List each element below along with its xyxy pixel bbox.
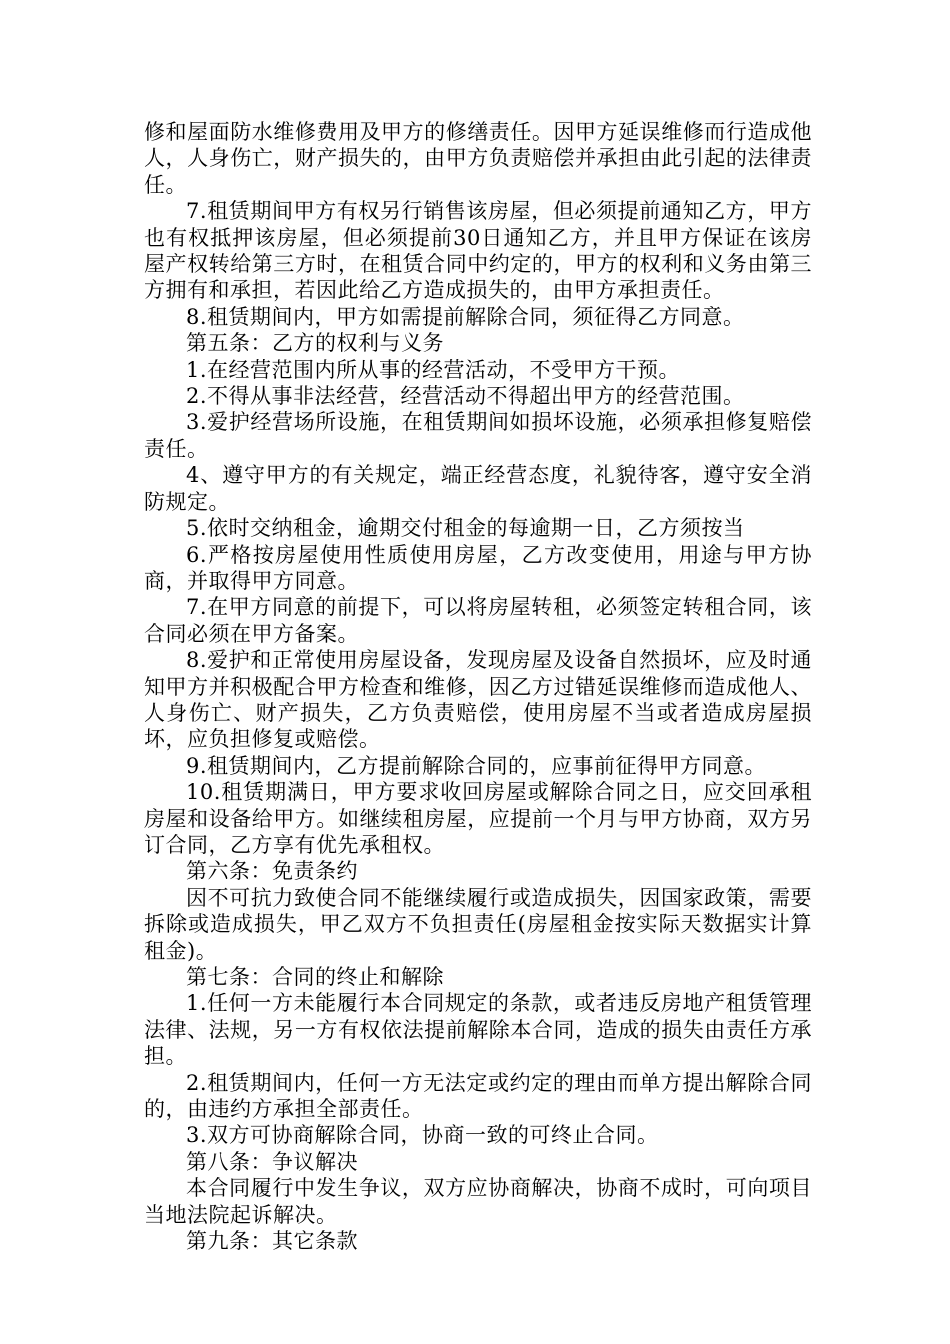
clause-5-item-8: 8.爱护和正常使用房屋设备，发现房屋及设备自然损坏，应及时通知甲方并积极配合甲方检查和维修，因乙方过错延误维修而造成他人、人身伤亡、财产损失，乙方负责赔偿，使用房屋不当或者造成房屋损坏，应负担修复或赔偿。	[144, 648, 812, 752]
clause-4-item-8: 8.租赁期间内，甲方如需提前解除合同，须征得乙方同意。	[186, 304, 745, 329]
clause-5-item-2: 2.不得从事非法经营，经营活动不得超出甲方的经营范围。	[186, 384, 745, 409]
document-page	[144, 119, 812, 1254]
clause-5-item-3: 3.爱护经营场所设施，在租赁期间如损坏设施，必须承担修复赔偿责任。	[144, 410, 812, 461]
paragraph-continuation: 修和屋面防水维修费用及甲方的修缮责任。因甲方延误维修而行造成他人，人身伤亡，财产损失的，由甲方负责赔偿并承担由此引起的法律责任。	[144, 120, 812, 197]
clause-5-item-4: 4、遵守甲方的有关规定，端正经营态度，礼貌待客，遵守安全消防规定。	[144, 463, 812, 514]
clause-7-item-3: 3.双方可协商解除合同，协商一致的可终止合同。	[186, 1123, 659, 1148]
clause-7-item-1: 1.任何一方未能履行本合同规定的条款，或者违反房地产租赁管理法律、法规，另一方有权依法提前解除本合同，造成的损失由责任方承担。	[144, 991, 812, 1069]
clause-5-item-6: 6.严格按房屋使用性质使用房屋，乙方改变使用，用途与甲方协商，并取得甲方同意。	[144, 542, 812, 593]
clause-5-item-5: 5.依时交纳租金，逾期交付租金的每逾期一日，乙方须按当	[186, 516, 745, 541]
clause-7-heading: 第七条：合同的终止和解除	[186, 965, 444, 989]
clause-4-item-7: 7.租赁期间甲方有权另行销售该房屋，但必须提前通知乙方，甲方也有权抵押该房屋，但必须提前30日通知乙方，并且甲方保证在该房屋产权转给第三方时，在租赁合同中约定的，甲方的权利和义务由第三方拥有和承担，若因此给乙方造成损失的，由甲方承担责任。	[144, 199, 812, 303]
clause-6-body: 因不可抗力致使合同不能继续履行或造成损失，因国家政策，需要拆除或造成损失，甲乙双方不负担责任(房屋租金按实际天数据实计算租金)。	[144, 885, 812, 963]
clause-7-item-2: 2.租赁期间内，任何一方无法定或约定的理由而单方提出解除合同的，由违约方承担全部责任。	[144, 1070, 812, 1122]
clause-6-heading: 第六条：免责条约	[186, 859, 358, 884]
clause-8-heading: 第八条：争议解决	[186, 1149, 358, 1174]
clause-8-body: 本合同履行中发生争议，双方应协商解决，协商不成时，可向项目当地法院起诉解决。	[144, 1176, 812, 1227]
clause-5-item-10: 10.租赁期满日，甲方要求收回房屋或解除合同之日，应交回承租房屋和设备给甲方。如继续租房屋，应提前一个月与甲方协商，双方另订合同，乙方享有优先承租权。	[144, 780, 812, 857]
clause-5-item-7: 7.在甲方同意的前提下，可以将房屋转租，必须签定转租合同，该合同必须在甲方备案。	[144, 595, 812, 646]
clause-9-heading: 第九条：其它条款	[186, 1229, 358, 1254]
clause-5-item-1: 1.在经营范围内所从事的经营活动，不受甲方干预。	[186, 357, 681, 382]
clause-5-item-9: 9.租赁期间内，乙方提前解除合同的，应事前征得甲方同意。	[186, 753, 767, 778]
clause-5-heading: 第五条：乙方的权利与义务	[186, 331, 444, 356]
